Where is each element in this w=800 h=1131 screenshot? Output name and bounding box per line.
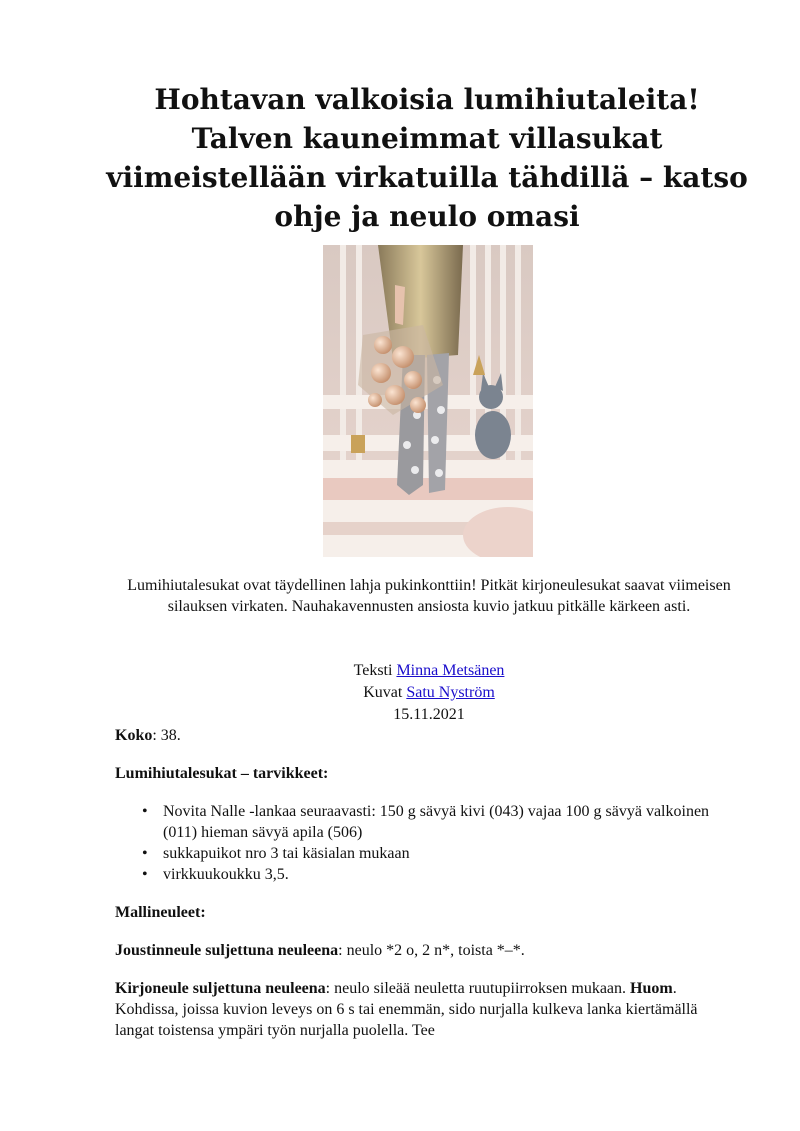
text-credit-label: Teksti	[353, 662, 393, 679]
article-photo	[323, 245, 533, 557]
list-item: • sukkapuikot nro 3 tai käsialan mukaan	[163, 843, 735, 864]
list-item: • Novita Nalle -lankaa seuraavasti: 150 g sävyä kivi (043) vajaa 100 g sävyä valkoinen (011) hieman sävyä apila (506)	[163, 801, 735, 843]
note-label: Huom	[630, 980, 673, 997]
photo-author-link[interactable]: Satu Nyström	[406, 684, 495, 701]
rib-instruction	[115, 940, 735, 961]
colorwork-label: Kirjoneule suljettuna neuleena	[115, 980, 326, 997]
rib-label: Joustinneule suljettuna neuleena	[115, 942, 339, 959]
article-title: Hohtavan valkoisia lumihiutaleita! Talven kauneimmat villasukat viimeistellään virkatuilla tähdillä – katso ohje ja neulo omasi	[106, 83, 748, 233]
article-body	[115, 725, 735, 1058]
size-label: Koko	[115, 727, 153, 744]
colorwork-instruction	[115, 978, 735, 1041]
list-item: • virkkuukoukku 3,5.	[163, 864, 735, 885]
text-author-link[interactable]: Minna Metsänen	[396, 662, 505, 679]
colorwork-text-2: . Kohdissa, joissa kuvion leveys on 6 s tai enemmän, sido nurjalla kulkeva lanka kiertämällä langat toistensa ympäri työn nurjalla puolella. Tee	[115, 980, 698, 1039]
colorwork-text-1: : neulo sileää neuletta ruutupiirroksen mukaan.	[325, 980, 631, 997]
materials-heading: Lumihiutalesukat – tarvikkeet:	[115, 765, 329, 782]
size-value: : 38.	[152, 727, 181, 744]
text-credit	[115, 660, 743, 682]
publish-date: 15.11.2021	[393, 706, 465, 723]
photo-credit	[115, 682, 743, 704]
materials-list	[115, 801, 735, 885]
article-lead: Lumihiutalesukat ovat täydellinen lahja pukinkonttiin! Pitkät kirjoneulesukat saavat viimeisen silauksen virkaten. Nauhakavennusten ansiosta kuvio jatkuu pitkälle kärkeen asti.	[127, 577, 731, 615]
size-line	[115, 725, 735, 746]
photo-credit-label: Kuvat	[363, 684, 403, 701]
rib-text: : neulo *2 o, 2 n*, toista *–*.	[338, 942, 525, 959]
patterns-heading: Mallineuleet:	[115, 904, 206, 921]
article-credits	[115, 660, 743, 726]
